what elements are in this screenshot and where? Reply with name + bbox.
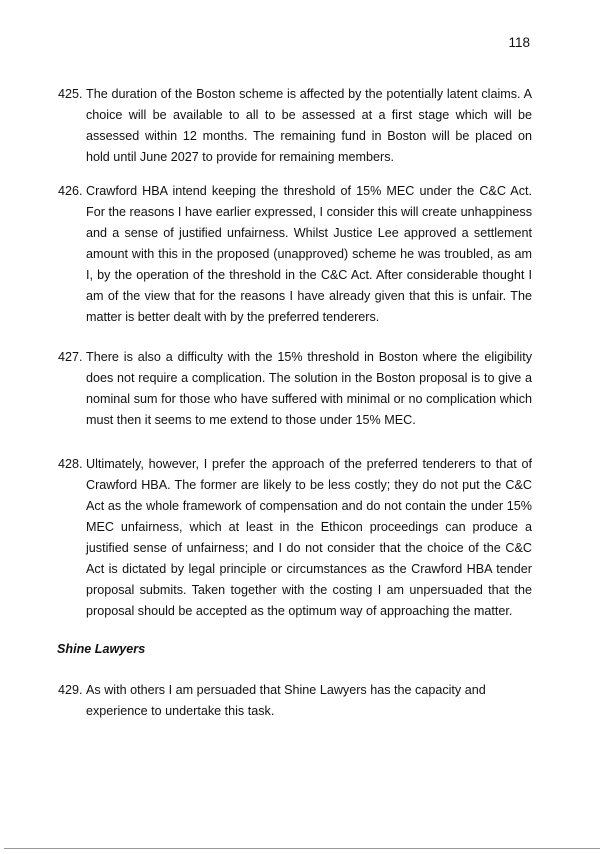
paragraph-428 [58,454,532,622]
paragraph-425 [58,84,532,168]
paragraph-number: 426. [58,184,83,198]
paragraph-text: Crawford HBA intend keeping the threshold of 15% MEC under the C&C Act. For the reasons I have earlier expressed, I consider this will create unhappiness and a sense of justified unfairness. Whilst Justice Lee approved a settlement amount with this in the proposed (unapproved) scheme he was troubled, as am I, by the operation of the threshold in the C&C Act. After considerable thought I am of the view that for the reasons I have already given that this is unfair. The matter is better dealt with by the preferred tenderers. [86,184,532,324]
paragraph-text: The duration of the Boston scheme is affected by the potentially latent claims. A choice will be available to all to be assessed at a first stage which will be assessed within 12 months. The remaining fund in Boston will be placed on hold until June 2027 to provide for remaining members. [86,87,532,164]
paragraph-text: There is also a difficulty with the 15% threshold in Boston where the eligibility does not require a complication. The solution in the Boston proposal is to give a nominal sum for those who have suffered with minimal or no complication which must then it seems to me extend to those under 15% MEC. [86,350,532,427]
paragraph-427 [58,347,532,431]
paragraph-426 [58,181,532,328]
page-number: 118 [508,35,530,50]
paragraph-text: Ultimately, however, I prefer the approach of the preferred tenderers to that of Crawford HBA. The former are likely to be less costly; they do not put the C&C Act as the whole framework of compensation and do not contain the under 15% MEC unfairness, which at least in the Ethicon proceedings can produce a justified sense of unfairness; and I do not consider that the choice of the C&C Act is dictated by legal principle or circumstances as the Crawford HBA tender proposal submits. Taken together with the costing I am unpersuaded that the proposal should be accepted as the optimum way of approaching the matter. [86,457,532,618]
paragraph-number: 427. [58,350,83,364]
paragraph-number: 428. [58,457,83,471]
paragraph-number: 425. [58,87,83,101]
paragraph-text: As with others I am persuaded that Shine Lawyers has the capacity and experience to undertake this task. [86,683,486,718]
paragraph-number: 429. [58,683,83,697]
section-heading: Shine Lawyers [57,642,146,656]
paragraph-429 [58,680,532,722]
footer-rule [4,848,600,849]
